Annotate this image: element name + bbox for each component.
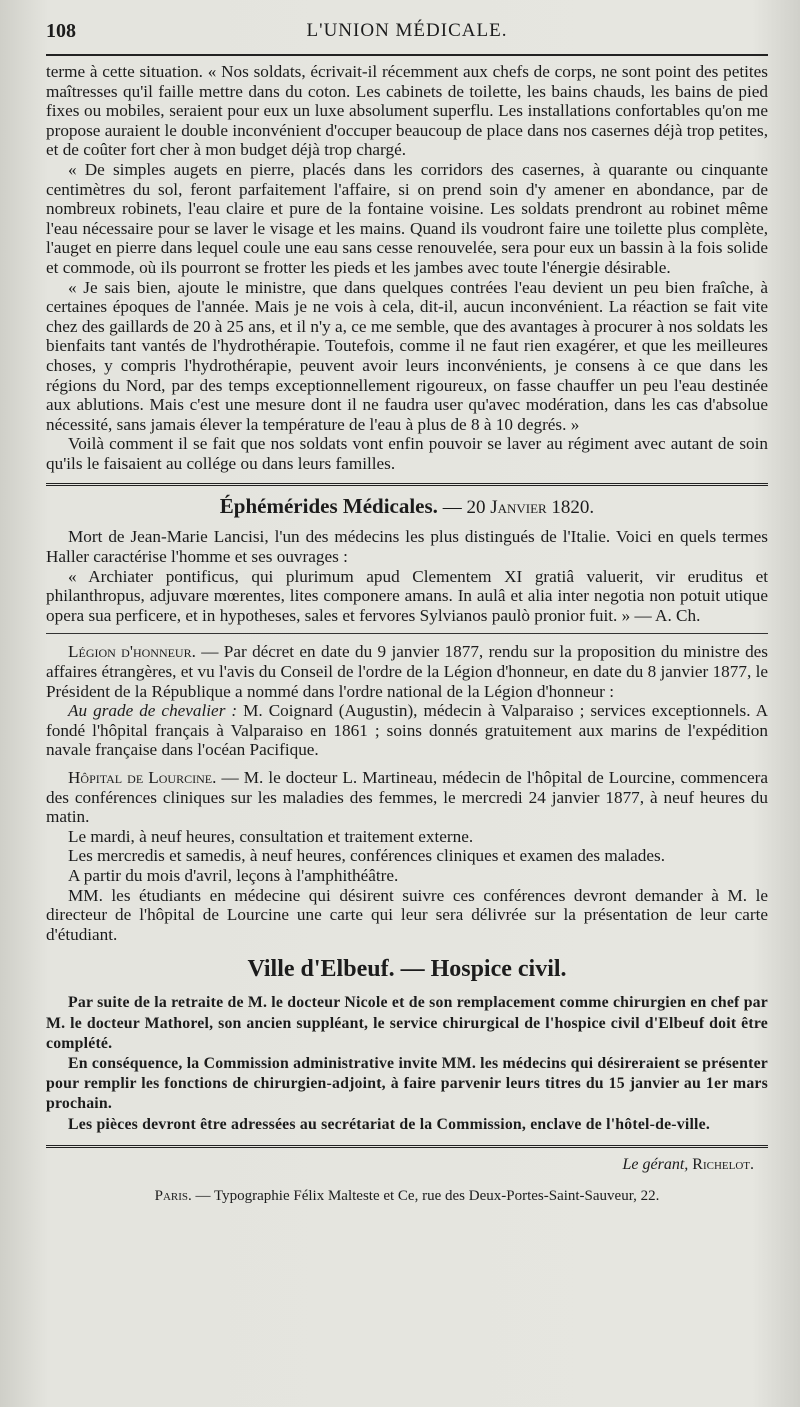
gerant-label: Le gérant, [622, 1155, 689, 1173]
article-body [46, 62, 768, 473]
legion-text: — Par décret en date du 9 janvier 1877, rendu sur la proposition du ministre des affaires étrangères, et vu l'avis du Conseil de l'ordre de la Légion d'honneur, en date du 8 janvier 1877, le Président de la République a nommé dans l'ordre national de la Légion d'honneur : [46, 642, 768, 701]
imprint-city: Paris. [154, 1187, 192, 1204]
ephemerides-heading [46, 494, 768, 519]
header-rule [46, 54, 768, 56]
gerant-signature [46, 1156, 768, 1174]
legion-honneur-notice [46, 642, 768, 760]
article-paragraph-3: « Je sais bien, ajoute le ministre, que dans quelques contrées l'eau devient un peu bien fraîche, à certaines époques de l'année. Mais je ne vois à cela, dit-il, aucun inconvénient. La réaction se fait vite chez des gaillards de 20 à 25 ans, et il n'y a, ce me semble, que des avantages à procurer à nos soldats les bienfaits tant vantés de l'hydrothérapie. Toutefois, comme il ne faut rien exagérer, et que les meilleures choses, y compris l'hydrothérapie, peuvent avoir leurs inconvénients, je consens à ce que dans les régions du Nord, par des temps exceptionnellement rigoureux, on fasse chauffer un peu l'eau destinée aux ablutions. Mais c'est une mesure dont il ne faudra user qu'avec modération, dans les cas d'absolue nécessité, sans jamais élever la température de l'eau à plus de 8 à 10 degrés. » [46, 277, 768, 434]
lourcine-notice [46, 768, 768, 944]
printer-imprint [46, 1188, 768, 1205]
lourcine-line-4: MM. les étudiants en médecine qui désirent suivre ces conférences devront demander à M. le directeur de l'hôpital de Lourcine une carte qui leur sera délivrée sur la présentation de leur carte d'étudiant. [46, 885, 768, 944]
chevalier-lead: Au grade de chevalier : [68, 701, 238, 721]
elbeuf-notice [46, 993, 768, 1134]
ephemerides-quote: « Archiater pontificus, qui plurimum apud Clementem XI gratiâ valuerit, vir eruditus et philanthropus, adjuvare mœrentes, lites componere amans. In aulâ et alia inter negotia non potuit utique opera sua perficere, et in hypotheses, sales et fervores Sylvianos paulò pronior fuit. » — A. Ch. [46, 566, 768, 625]
page-header [46, 18, 768, 50]
lourcine-line-1: Le mardi, à neuf heures, consultation et traitement externe. [68, 826, 474, 846]
running-title: L'UNION MÉDICALE. [306, 20, 508, 41]
legion-lead: Légion d'honneur. [68, 642, 196, 662]
section-divider [46, 483, 768, 486]
ephemerides-title: Éphémérides Médicales. [219, 494, 438, 519]
elbeuf-paragraph-3: Les pièces devront être adressées au secrétariat de la Commission, enclave de l'hôtel-de-ville. [68, 1115, 710, 1133]
elbeuf-title: Ville d'Elbeuf. — Hospice civil. [247, 956, 567, 983]
lourcine-text: — M. le docteur L. Martineau, médecin de l'hôpital de Lourcine, commencera des conférences cliniques sur les maladies des femmes, le mercredi 24 janvier 1877, à neuf heures du matin. [46, 768, 768, 827]
page-number: 108 [46, 20, 76, 42]
footer-rule [46, 1145, 768, 1148]
chevalier-text: M. Coignard (Augustin), médecin à Valparaiso ; services exceptionnels. A fondé l'hôpital français à Valparaiso en 1861 ; soins donnés gratuitement aux marins de l'expédition navale française dans l'océan Pacifique. [46, 701, 768, 760]
ephemerides-date: — 20 Janvier 1820. [442, 497, 595, 519]
lourcine-line-3: A partir du mois d'avril, leçons à l'amphithéâtre. [68, 865, 399, 885]
ephemerides-paragraph-1: Mort de Jean-Marie Lancisi, l'un des médecins les plus distingués de l'Italie. Voici en quels termes Haller caractérise l'homme et ses ouvrages : [46, 527, 768, 567]
news-divider [46, 633, 768, 634]
article-paragraph-1: terme à cette situation. « Nos soldats, écrivait-il récemment aux chefs de corps, ne sont point des petites maîtresses qu'il faille mettre dans du coton. Les cabinets de toilette, les bains chauds, les bains de pied fixes ou mobiles, seraient pour eux un luxe absolument superflu. Les installations confortables qu'on me propose auraient le double inconvénient d'occuper beaucoup de place dans nos casernes déjà trop petites, et de coûter fort cher à mon budget déjà trop chargé. [46, 62, 768, 160]
elbeuf-paragraph-1: Par suite de la retraite de M. le docteur Nicole et de son remplacement comme chirurgien en chef par M. le docteur Mathorel, son ancien suppléant, le service chirurgical de l'hospice civil d'Elbeuf doit être complété. [46, 994, 768, 1052]
gerant-name: Richelot. [692, 1155, 754, 1173]
article-paragraph-4: Voilà comment il se fait que nos soldats vont enfin pouvoir se laver au régiment avec autant de soin qu'ils le faisaient au collége ou dans leurs familles. [46, 434, 768, 473]
lourcine-lead: Hôpital de Lourcine. [68, 768, 217, 787]
article-paragraph-2: « De simples augets en pierre, placés dans les corridors des casernes, à quarante ou cinquante centimètres du sol, feront parfaitement l'affaire, si on prend soin d'y amener en abondance, par de nombreux robinets, l'eau claire et pure de la fontaine voisine. Les soldats prendront au robinet même l'eau nécessaire pour se laver le visage et les mains. Quand ils voudront faire une toilette plus complète, l'auget en pierre dans lequel coule une eau sans cesse renouvelée, sera pour eux un bassin à la fois solide et commode, où ils pourront se frotter les pieds et les jambes avec toute l'énergie désirable. [46, 159, 768, 277]
lourcine-line-2: Les mercredis et samedis, à neuf heures, conférences cliniques et examen des malades. [68, 846, 666, 866]
imprint-text: — Typographie Félix Malteste et Ce, rue des Deux-Portes-Saint-Sauveur, 22. [191, 1187, 660, 1204]
elbeuf-paragraph-2: En conséquence, la Commission administrative invite MM. les médecins qui désireraient se présenter pour remplir les fonctions de chirurgien-adjoint, à faire parvenir leurs titres du 15 janvier au 1er mars prochain. [46, 1054, 768, 1113]
